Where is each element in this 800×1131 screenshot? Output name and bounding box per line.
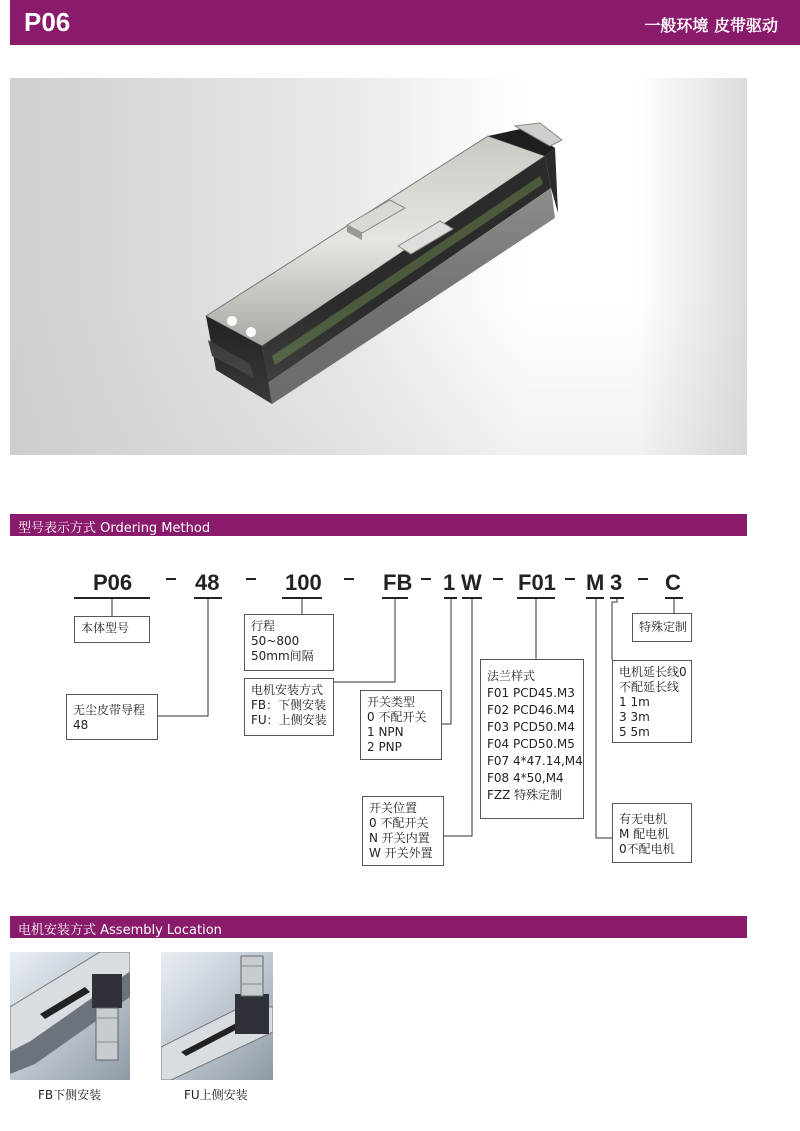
code-part-cable: 3: [610, 570, 623, 595]
box-stroke: 行程 50~800 50mm间隔: [244, 614, 334, 671]
code-part-series: P06: [93, 570, 133, 595]
box-belt-lead: 无尘皮带导程 48: [66, 694, 158, 740]
box-extension-cable: 电机延长线0 不配延长线 1 1m 3 3m 5 5m: [612, 660, 692, 743]
header-subtitle: 一般环境 皮带驱动: [644, 16, 778, 35]
box-body-model: 本体型号: [74, 616, 150, 643]
box-switch-position: 开关位置 0 不配开关 N 开关内置 W 开关外置: [362, 796, 444, 866]
code-part-special: C: [665, 570, 681, 595]
fb-mount-image: [10, 952, 130, 1080]
code-part-switch-pos: W: [461, 570, 482, 595]
box-flange: 法兰样式 F01 PCD45.M3 F02 PCD46.M4 F03 PCD50.M4 F04 PCD50.M5 F07 4*47.14,M4 F08 4*50,M4 FZZ 特殊定制: [480, 659, 584, 819]
code-part-switch-type: 1: [443, 570, 456, 595]
code-part-motor: M: [586, 570, 605, 595]
code-part-flange: F01: [518, 570, 556, 595]
assembly-location-band: [10, 916, 747, 938]
box-motor-mount: 电机安装方式 FB：下侧安装 FU：上侧安装: [244, 678, 334, 736]
box-special: 特殊定制: [632, 613, 692, 642]
ordering-method-title: 型号表示方式 Ordering Method: [18, 521, 211, 536]
box-motor: 有无电机 M 配电机 0不配电机: [612, 803, 692, 863]
box-switch-type: 开关类型 0 不配开关 1 NPN 2 PNP: [360, 690, 442, 760]
code-part-mount: FB: [383, 570, 413, 595]
model-code: P06: [24, 7, 71, 37]
code-part-lead: 48: [195, 570, 220, 595]
fb-mount-caption: FB下侧安装: [38, 1088, 102, 1102]
assembly-location-title: 电机安装方式 Assembly Location: [18, 923, 222, 938]
code-part-stroke: 100: [285, 570, 322, 595]
fu-mount-image: [161, 952, 273, 1080]
fu-mount-caption: FU上侧安装: [184, 1088, 248, 1102]
